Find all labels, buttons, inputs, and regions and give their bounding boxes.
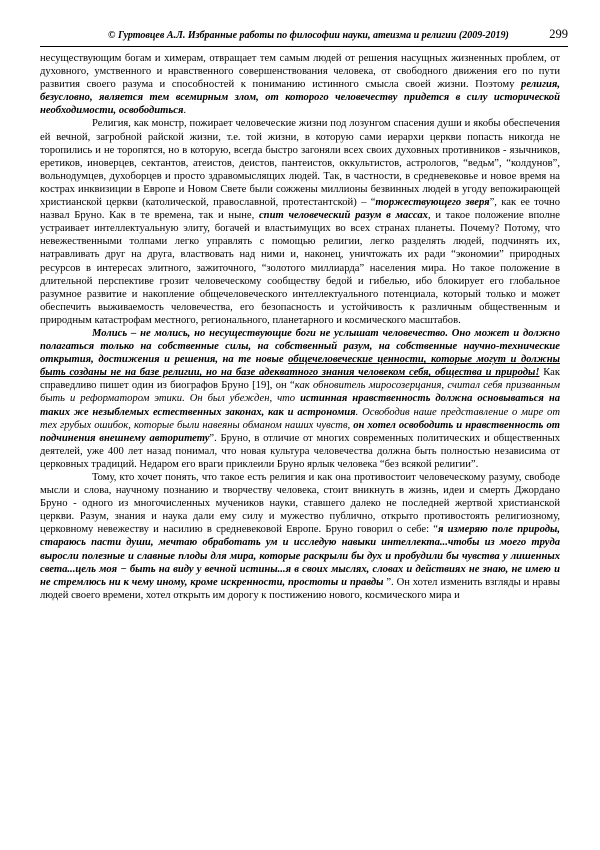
paragraph-1	[40, 52, 560, 117]
text-run: ”, как ее точно назвал Бруно. Как в те времена, так и ныне,	[40, 197, 560, 222]
text-run: торжествующего зверя	[375, 197, 490, 209]
text-run: ”. Он хотел изменить взгляды и нравы людей своего времени, хотел открыть им дорогу к постижению нового, космического мира и	[40, 576, 561, 601]
text-run: он хотел освободить и нравственность от подчинения внешнему авторитету	[40, 419, 560, 444]
text-run: Тому, кто хочет понять, что такое есть религия и как она противостоит человеческому разуму, свободе мысли и слова, научному познанию и творчеству человека, стоит вникнуть в жизнь, идеи и смерть Джордано Бруно - одного из многочисленных мучеников науки, ставшего далеко не последней жертвой христианской церкви. Разум, знания и наука дали ему силу и мужество публично, открыто противостоять религиозному, церковному невежеству и насилию в средневековой Европе. Бруно говорил о себе: “	[40, 472, 560, 536]
running-header	[40, 27, 568, 47]
paragraph-3	[40, 327, 560, 471]
text-run: Религия, как монстр, пожирает человеческие жизни под лозунгом спасения души и якобы обеспечения ей вечной, загробной райской жизни, т.е. той жизни, в которую сами иерархи церкви попасть никогда не торопились и не торопятся, но в которую, всегда быстро загоняли всех своих духовных противников - язычников, еретиков, иноверцев, сектантов, атеистов, деистов, пантеистов, оккультистов, астрологов, “ведьм”, “колдунов”, вольнодумцев, духоборцев и просто здравомыслящих людей. Так, в частности, в средневековье и новое время на кострах инквизиции в Европе и Новом Свете были сожжены миллионы безвинных людей в угоду вепожирающей христианской церкви (католической, православной, протестантской) – “	[40, 118, 560, 209]
text-run: .	[183, 105, 187, 117]
running-title: © Гуртовцев А.Л. Избранные работы по философии науки, атеизма и религии (2009-2019)	[108, 30, 509, 41]
body-text	[40, 52, 560, 602]
text-run: я измеряю поле природы, стараюсь пасти души, мечтаю обработать ум и исследую навыки интеллекта...чтобы из моего труда выросли полезные и славные плоды для мира, которые раскрыли бы дух и пробудили бы чувства у лишенных света...цель моя − быть на виду у вечной истины...я в своих мыслях, словах и действиях не знаю, не имею и не стремлюсь ни к чему иному, кроме искренности, простоты и правды	[40, 524, 561, 588]
paragraph-4	[40, 471, 560, 602]
text-run: ”. Бруно, в отличие от многих современных политических и общественных деятелей, уже 400 лет назад понимал, что новая культура человечества должна быть полностью независима от церковных традиций. Недаром его враги приклеили Бруно ярлык человека “без всякой религии”.	[40, 432, 561, 470]
page-number: 299	[549, 27, 568, 41]
text-run: как обновитель миросозерцания, считал себя призванным быть и реформатором этики. Он был убежден, что	[40, 380, 560, 405]
text-run: Как справедливо пишет один из биографов Бруно [19], он “	[40, 367, 560, 392]
text-run: несуществующим богам и химерам, отвращает тем самым людей от решения насущных жизненных проблем, от духовного, умственного и нравственного совершенствования человека, от свободного движения его по пути развития своего разума и способностей к пониманию истинного смысла своей жизни. Поэтому	[40, 53, 560, 91]
paragraph-2	[40, 117, 560, 327]
text-run: общечеловеческие ценности, которые могут и должны быть созданы не на базе религии, но на базе адекватного знания человеком себя, общества и природы!	[40, 354, 560, 379]
header-rule	[40, 46, 568, 47]
text-run: . Освободив наше представление о мире от тех грубых ошибок, которые были навеяны обманом наших чувств,	[40, 406, 560, 431]
text-run: истинная нравственность должна основываться на таких же незыблемых естественных законах, как и астрономия	[40, 393, 561, 418]
text-run: спит человеческий разум в массах	[258, 210, 428, 222]
text-run: религия, безусловно, является тем всемирным злом, от которого человечеству придется в силу исторической необходимости, освободиться	[40, 79, 560, 117]
text-run: , и такое положение вполне устраивает интеллектуальную элиту, богачей и властьимущих во всех странах планеты. Почему? Потому, что невежественными толпами легко управлять с помощью религии, легко разделять людей, подчинять их, натравливать друг на друга, властвовать над ними и, наконец, уничтожать их ради “экономии” природных ресурсов в интересах элитного, зажиточного, “золотого миллиарда” населения мира. Но такое положение в длительной перспективе грозит человеческому сообществу бедой и гибелью, ибо блокирует его глобальное разумное развитие и накопление общечеловеческого интеллектуального потенциала, который только и может обеспечить выживаемость человечества, его безопасность и устойчивость к различным общественным и природным катастрофам местного, регионального, планетарного и космического масштабов.	[40, 210, 560, 326]
text-run: Молись – не молись, но несуществующие боги не услышат человечество. Оно может и должно полагаться только на собственные силы, на собственный разум, на собственные научно-технические открытия, достижения и решения, на те новые	[40, 327, 560, 366]
